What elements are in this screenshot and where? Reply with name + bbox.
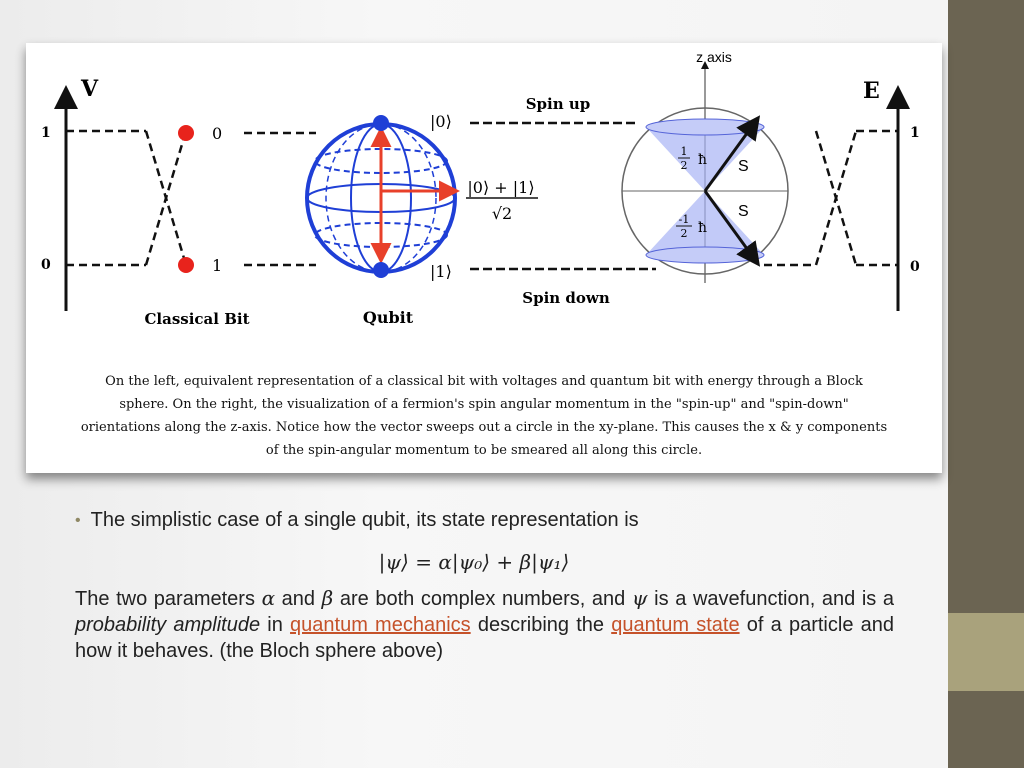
hbar-up-numerator: 1 — [680, 145, 688, 158]
classical-bit-title: Classical Bit — [144, 310, 250, 328]
energy-level-low-label: 0 — [910, 259, 920, 275]
bit-state-1-dot — [178, 257, 194, 273]
hbar-up-symbol: ħ — [698, 152, 708, 168]
paragraph-text: are both complex numbers, and — [333, 588, 632, 610]
spin-up-label: Spin up — [525, 95, 591, 113]
slide-sidebar-band — [948, 613, 1024, 691]
energy-level-high-label: 1 — [910, 125, 920, 141]
bit-state-0-label: 0 — [212, 124, 223, 143]
paragraph-text: in — [260, 614, 291, 636]
bit-state-1-label: 1 — [212, 256, 223, 275]
bullet-item — [75, 509, 639, 532]
superposition-numerator: |0⟩ + |1⟩ — [467, 178, 535, 197]
z-axis-label: z axis — [696, 49, 732, 65]
caption-line: of the spin-angular momentum to be smeared all along this circle. — [265, 443, 703, 458]
alpha-symbol: α — [261, 586, 276, 610]
qubit-title: Qubit — [362, 308, 414, 327]
paragraph-text: describing the — [470, 614, 612, 636]
sphere-south-pole — [373, 262, 389, 278]
figure-caption — [26, 370, 942, 462]
energy-axis-label: E — [863, 78, 880, 104]
state-equation: |ψ⟩ = α|ψ₀⟩ + β|ψ₁⟩ — [378, 550, 570, 574]
psi-symbol: ψ — [631, 586, 648, 610]
bloch-sphere — [307, 112, 538, 327]
hbar-up-denominator: 2 — [680, 159, 688, 172]
sphere-north-pole — [373, 115, 389, 131]
quantum-mechanics-link[interactable]: quantum mechanics — [290, 614, 471, 636]
level-high-label: 1 — [41, 125, 51, 141]
paragraph-text: of a particle and how it behaves. (the Bloch sphere above) — [75, 614, 895, 662]
hbar-down-symbol: ħ — [698, 220, 708, 236]
probability-amplitude-emphasis: probability amplitude — [75, 614, 261, 636]
bullet-text: The simplistic case of a single qubit, its state representation is — [90, 509, 639, 531]
paragraph-text: is a wavefunction, and is a — [647, 588, 894, 610]
spin-connectors — [470, 95, 656, 307]
quantum-state-link[interactable]: quantum state — [611, 614, 740, 636]
spin-down-label: Spin down — [522, 289, 610, 307]
voltage-axis-label: V — [81, 76, 99, 102]
ket-1-label: |1⟩ — [430, 262, 452, 281]
level-low-label: 0 — [41, 257, 51, 273]
bullet-dot-icon: • — [75, 512, 81, 529]
hbar-down-numerator: -1 — [678, 213, 690, 226]
caption-line: sphere. On the right, the visualization of a fermion's spin angular momentum in the "spin-up" and "spin-down" — [119, 397, 849, 412]
spin-up-s-label: S — [738, 158, 749, 175]
classical-bit-panel — [41, 76, 316, 328]
caption-line: orientations along the z-axis. Notice how the vector sweeps out a circle in the xy-plane. This causes the x & y components — [80, 420, 888, 435]
bit-state-0-dot — [178, 125, 194, 141]
ket-0-label: |0⟩ — [430, 112, 452, 131]
paragraph-text: and — [275, 588, 322, 610]
hbar-down-denominator: 2 — [680, 227, 688, 240]
body-paragraph — [75, 585, 894, 664]
beta-symbol: β — [321, 586, 334, 610]
spin-down-s-label: S — [738, 203, 749, 220]
paragraph-text: The two parameters — [75, 588, 262, 610]
superposition-denominator: √2 — [491, 204, 513, 223]
qubit-figure — [26, 43, 942, 473]
spin-cone-diagram — [622, 49, 788, 283]
caption-line: On the left, equivalent representation of a classical bit with voltages and quantum bit with energy through a Block — [105, 374, 863, 389]
